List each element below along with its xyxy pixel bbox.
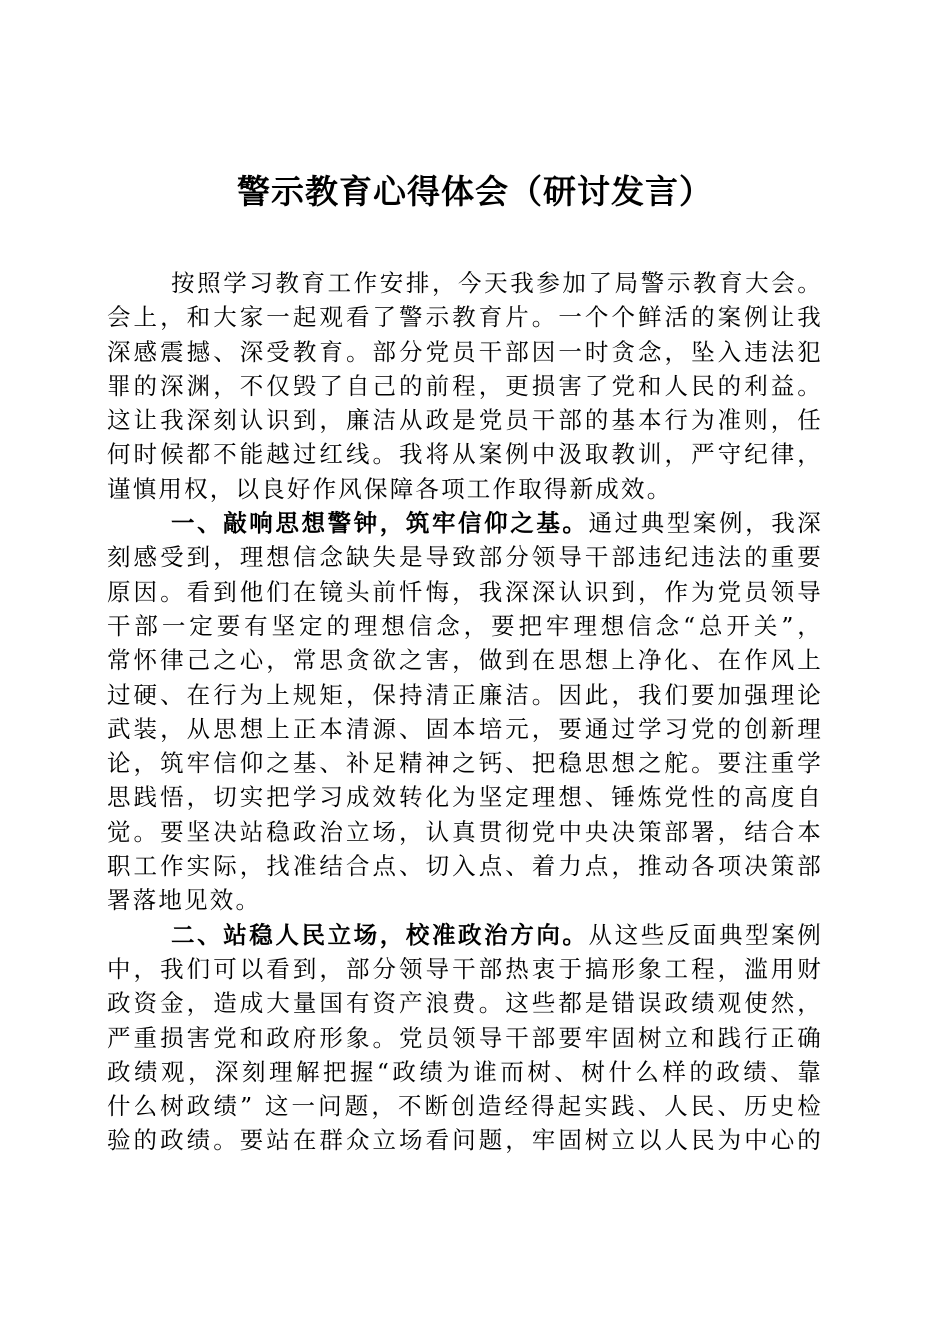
paragraph-1-line-6: 何时候都不能越过红线。我将从案例中汲取教训，严守纪律， [107, 440, 823, 469]
paragraph-2-line-8: 论，筑牢信仰之基、补足精神之钙、把稳思想之舵。要注重学 [107, 749, 823, 778]
paragraph-3-line-4: 严重损害党和政府形象。党员领导干部要牢固树立和践行正确 [107, 1023, 823, 1052]
paragraph-2-line-1-rest: 通过典型案例，我深 [588, 509, 823, 538]
paragraph-1-line-7: 谨慎用权，以良好作风保障各项工作取得新成效。 [107, 474, 673, 503]
paragraph-3-line-1 [107, 918, 823, 952]
document-title: 警示教育心得体会（研讨发言） [237, 172, 713, 211]
paragraph-3-line-5: 政绩观，深刻理解把握“政绩为谁而树、树什么样的政绩、靠 [107, 1057, 823, 1086]
paragraph-2-line-11: 职工作实际，找准结合点、切入点、着力点，推动各项决策部 [107, 852, 823, 881]
paragraph-2-line-1 [107, 506, 823, 540]
section-heading-1: 一、敲响思想警钟，筑牢信仰之基。 [171, 509, 589, 538]
paragraph-2-line-10: 觉。要坚决站稳政治立场，认真贯彻党中央决策部署，结合本 [107, 817, 823, 846]
paragraph-1-line-1: 按照学习教育工作安排，今天我参加了局警示教育大会。 [171, 269, 823, 297]
paragraph-2-line-4: 干部一定要有坚定的理想信念，要把牢理想信念“总开关”， [107, 611, 823, 640]
paragraph-3-line-7: 验的政绩。要站在群众立场看问题，牢固树立以人民为中心的 [107, 1126, 823, 1155]
paragraph-2-line-7: 武装，从思想上正本清源、固本培元，要通过学习党的创新理 [107, 714, 823, 743]
paragraph-3-line-1-rest: 从这些反面典型案例 [588, 920, 823, 949]
paragraph-2-line-6: 过硬、在行为上规矩，保持清正廉洁。因此，我们要加强理论 [107, 680, 823, 709]
paragraph-3-line-3: 政资金，造成大量国有资产浪费。这些都是错误政绩观使然， [107, 989, 823, 1018]
paragraph-1-line-2: 会上，和大家一起观看了警示教育片。一个个鲜活的案例让我 [107, 303, 823, 332]
paragraph-2-line-12: 署落地见效。 [107, 886, 262, 915]
paragraph-2-line-9: 思践悟，切实把学习成效转化为坚定理想、锤炼党性的高度自 [107, 783, 823, 812]
document-body [107, 266, 823, 1158]
paragraph-2-line-2: 刻感受到，理想信念缺失是导致部分领导干部违纪违法的重要 [107, 543, 823, 572]
paragraph-2-line-3: 原因。看到他们在镜头前忏悔，我深深认识到，作为党员领导 [107, 577, 823, 606]
paragraph-3-line-6: 什么树政绩” 这一问题，不断创造经得起实践、人民、历史检 [107, 1092, 823, 1121]
section-heading-2: 二、站稳人民立场，校准政治方向。 [171, 920, 589, 949]
paragraph-1-line-3: 深感震撼、深受教育。部分党员干部因一时贪念，坠入违法犯 [107, 337, 823, 366]
paragraph-3-line-2: 中，我们可以看到，部分领导干部热衷于搞形象工程，滥用财 [107, 954, 823, 983]
paragraph-1-line-5: 这让我深刻认识到，廉洁从政是党员干部的基本行为准则，任 [107, 406, 823, 435]
paragraph-2-line-5: 常怀律己之心，常思贪欲之害，做到在思想上净化、在作风上 [107, 646, 823, 675]
paragraph-1-line-4: 罪的深渊，不仅毁了自己的前程，更损害了党和人民的利益。 [107, 371, 823, 400]
